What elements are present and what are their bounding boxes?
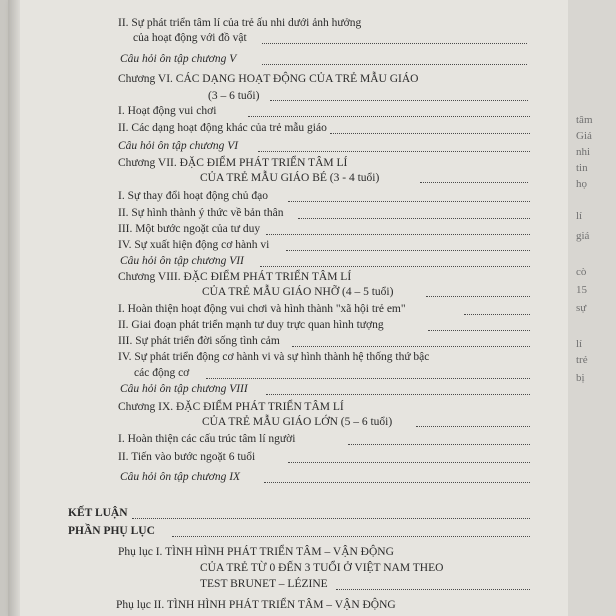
dot-leader bbox=[336, 589, 530, 590]
dot-leader bbox=[286, 250, 530, 251]
toc-entry-text: I. Sự thay đổi hoạt động chủ đạo bbox=[118, 190, 268, 202]
toc-entry-text: I. Hoàn thiện các cấu trúc tâm lí người bbox=[118, 433, 296, 445]
adjacent-page-text: nhi bbox=[576, 146, 591, 158]
dot-leader bbox=[420, 182, 528, 183]
adjacent-page-edge bbox=[568, 0, 616, 616]
dot-leader bbox=[132, 518, 530, 519]
book-page bbox=[8, 0, 568, 616]
adjacent-page-text: bị bbox=[576, 372, 585, 384]
review-questions-entry: Câu hỏi ôn tập chương IX bbox=[120, 471, 241, 483]
toc-entry-text: II. Các dạng hoạt động khác của trẻ mẫu giáo bbox=[118, 122, 327, 134]
dot-leader bbox=[330, 133, 530, 134]
adjacent-page-text: cò bbox=[576, 266, 587, 278]
toc-entry-text: IV. Sự xuất hiện động cơ hành vi bbox=[118, 239, 270, 251]
toc-entry-text: các động cơ bbox=[134, 367, 190, 379]
chapter-title: CỦA TRẺ MẪU GIÁO NHỠ (4 – 5 tuổi) bbox=[202, 286, 394, 298]
review-questions-entry: Câu hỏi ôn tập chương V bbox=[120, 53, 237, 65]
dot-leader bbox=[298, 218, 530, 219]
review-questions-entry: Câu hỏi ôn tập chương VII bbox=[120, 255, 244, 267]
dot-leader bbox=[264, 482, 530, 483]
dot-leader bbox=[248, 116, 530, 117]
toc-entry-text: III. Một bước ngoặt của tư duy bbox=[118, 223, 261, 235]
dot-leader bbox=[292, 346, 530, 347]
review-questions-entry: Câu hỏi ôn tập chương VI bbox=[118, 140, 239, 152]
chapter-title: Chương VII. ĐẶC ĐIỂM PHÁT TRIỂN TÂM LÍ bbox=[118, 157, 348, 169]
dot-leader bbox=[464, 314, 530, 315]
toc-entry-text: I. Hoạt động vui chơi bbox=[118, 105, 217, 117]
toc-entry-text: II. Sự phát triển tâm lí của trẻ ấu nhi dưới ảnh hưởng bbox=[118, 17, 362, 29]
dot-leader bbox=[262, 43, 527, 44]
chapter-title: Chương VIII. ĐẶC ĐIỂM PHÁT TRIỂN TÂM LÍ bbox=[118, 271, 352, 283]
toc-entry-text: III. Sự phát triển đời sống tình cảm bbox=[118, 335, 280, 347]
adjacent-page-text: sự bbox=[576, 302, 587, 314]
chapter-title: Chương IX. ĐẶC ĐIỂM PHÁT TRIỂN TÂM LÍ bbox=[118, 401, 344, 413]
adjacent-page-text: trẻ bbox=[576, 354, 588, 366]
adjacent-page-text: lí bbox=[576, 210, 583, 222]
dot-leader bbox=[266, 394, 530, 395]
adjacent-page-text: tâm bbox=[576, 114, 593, 126]
dot-leader bbox=[206, 378, 530, 379]
chapter-title: Chương VI. CÁC DẠNG HOẠT ĐỘNG CỦA TRẺ MẪU GIÁO bbox=[118, 73, 419, 85]
chapter-title: CỦA TRẺ MẪU GIÁO BÉ (3 - 4 tuổi) bbox=[200, 172, 380, 184]
dot-leader bbox=[416, 426, 530, 427]
appendix-entry-text: TEST BRUNET – LÉZINE bbox=[200, 578, 328, 590]
toc-entry-text: IV. Sự phát triển động cơ hành vi và sự hình thành hệ thống thứ bậc bbox=[118, 351, 430, 363]
section-heading: PHẦN PHỤ LỤC bbox=[68, 525, 155, 537]
dot-leader bbox=[270, 100, 528, 101]
chapter-subtitle: (3 – 6 tuổi) bbox=[208, 90, 260, 102]
adjacent-page-text: lí bbox=[576, 338, 583, 350]
dot-leader bbox=[260, 266, 530, 267]
dot-leader bbox=[288, 462, 530, 463]
adjacent-page-text: 15 bbox=[576, 284, 587, 296]
toc-entry-text: II. Tiến vào bước ngoặt 6 tuổi bbox=[118, 451, 256, 463]
appendix-entry-text: CỦA TRẺ TỪ 0 ĐẾN 3 TUỔI Ở VIỆT NAM THEO bbox=[200, 562, 444, 574]
page-spine-shadow bbox=[8, 0, 20, 616]
chapter-title: CỦA TRẺ MẪU GIÁO LỚN (5 – 6 tuổi) bbox=[202, 416, 393, 428]
review-questions-entry: Câu hỏi ôn tập chương VIII bbox=[120, 383, 248, 395]
dot-leader bbox=[258, 151, 530, 152]
dot-leader bbox=[266, 234, 530, 235]
toc-entry-text: của hoạt động với đồ vật bbox=[133, 32, 247, 44]
dot-leader bbox=[348, 444, 530, 445]
dot-leader bbox=[172, 536, 530, 537]
appendix-entry-text: Phụ lục I. TÌNH HÌNH PHÁT TRIỂN TÂM – VẬN ĐỘNG bbox=[118, 546, 394, 558]
dot-leader bbox=[262, 64, 527, 65]
appendix-entry-text: Phụ lục II. TÌNH HÌNH PHÁT TRIỂN TÂM – VẬN ĐỘNG bbox=[116, 599, 396, 611]
adjacent-page-text: giá bbox=[576, 230, 590, 242]
dot-leader bbox=[428, 330, 530, 331]
adjacent-page-text: Giá bbox=[576, 130, 592, 142]
dot-leader bbox=[426, 296, 530, 297]
toc-entry-text: II. Sự hình thành ý thức về bản thân bbox=[118, 207, 284, 219]
dot-leader bbox=[288, 201, 530, 202]
section-heading: KẾT LUẬN bbox=[68, 507, 128, 519]
toc-entry-text: II. Giai đoạn phát triển mạnh tư duy trực quan hình tượng bbox=[118, 319, 384, 331]
adjacent-page-text: họ bbox=[576, 178, 587, 190]
toc-entry-text: I. Hoàn thiện hoạt động vui chơi và hình thành "xã hội trẻ em" bbox=[118, 303, 406, 315]
adjacent-page-text: tin bbox=[576, 162, 588, 174]
